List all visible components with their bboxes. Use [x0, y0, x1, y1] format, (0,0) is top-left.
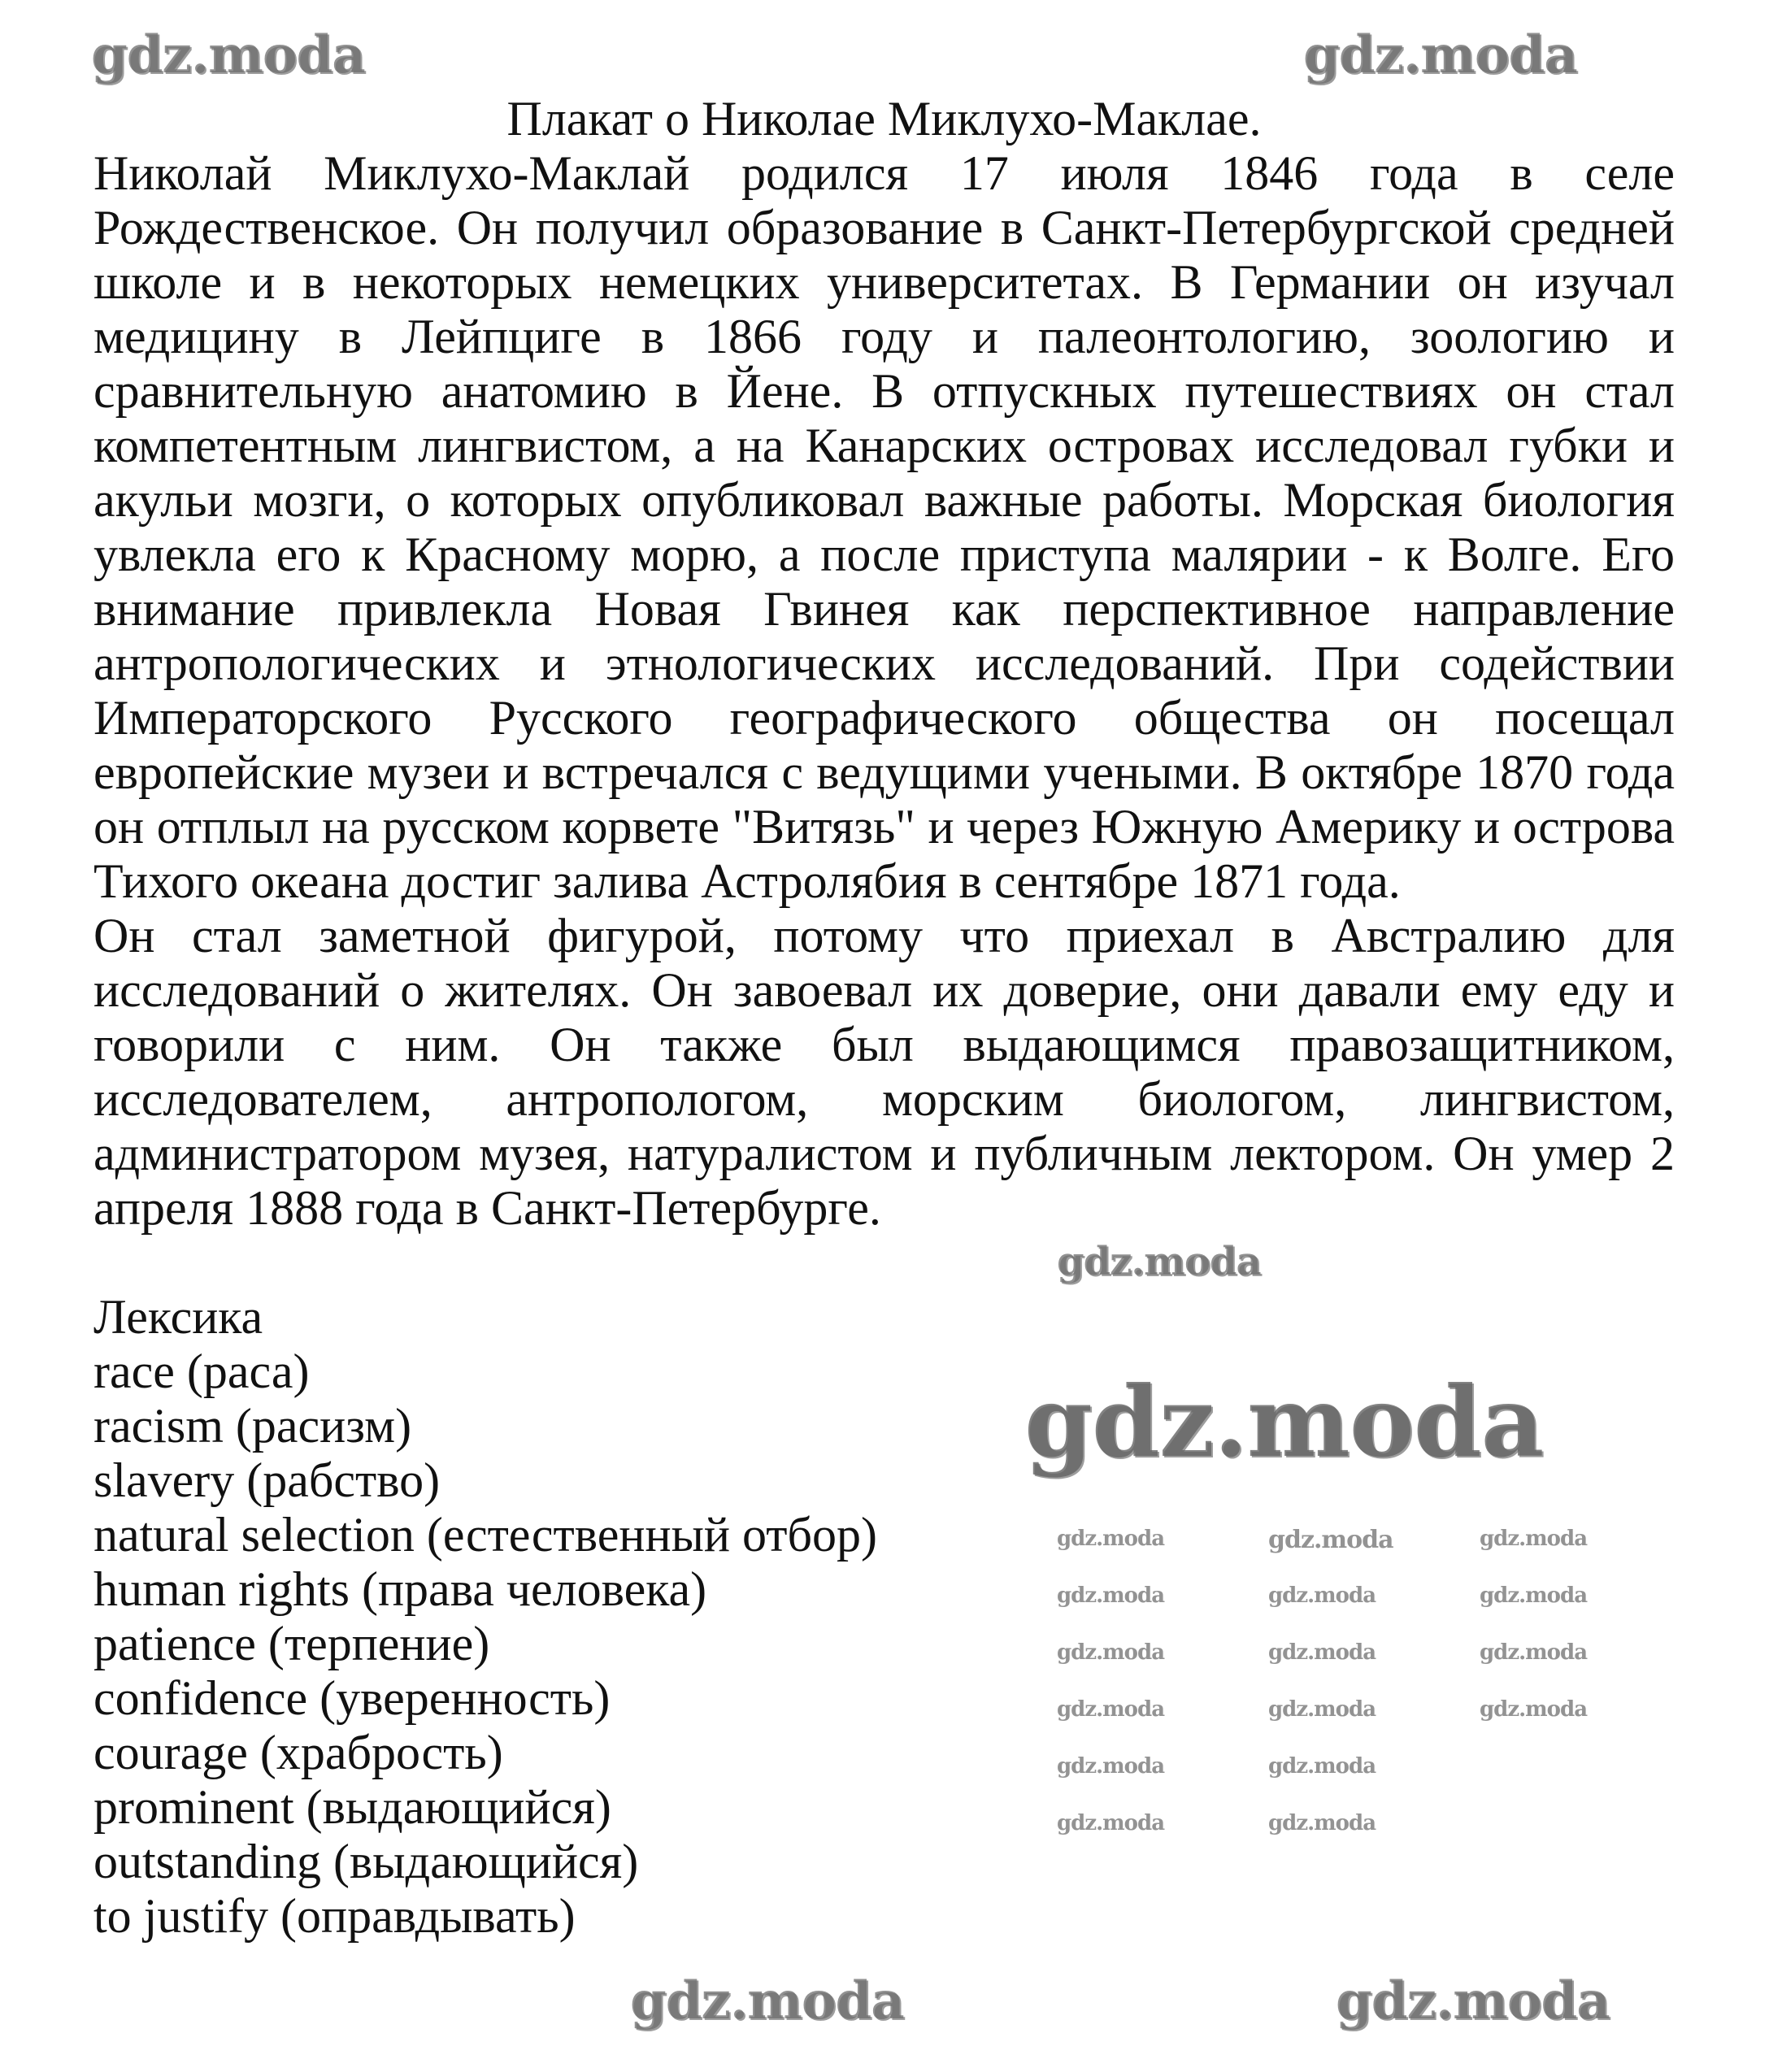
vocabulary-item: racism (расизм)	[93, 1399, 412, 1453]
text-line: антропологических и этнологических исследований. При содействии	[93, 636, 1675, 690]
text-line: школе и в некоторых немецких университетах. В Германии он изучал	[93, 255, 1675, 309]
vocabulary-item: natural selection (естественный отбор)	[93, 1508, 877, 1562]
watermark: gdz.moda	[1480, 1527, 1588, 1551]
watermark: gdz.moda	[1268, 1754, 1376, 1779]
watermark: gdz.moda	[1057, 1640, 1165, 1665]
vocabulary-heading: Лексика	[93, 1290, 263, 1344]
vocabulary-item: prominent (выдающийся)	[93, 1780, 611, 1834]
text-line: внимание привлекла Новая Гвинея как перспективное направление	[93, 582, 1675, 636]
text-line: исследователем, антропологом, морским биологом, лингвистом,	[93, 1072, 1675, 1126]
text-line: апреля 1888 года в Санкт-Петербурге.	[93, 1181, 881, 1235]
watermark: gdz.moda	[1268, 1811, 1376, 1835]
watermark: gdz.moda	[1268, 1640, 1376, 1665]
text-line: Императорского Русского географического общества он посещал	[93, 691, 1675, 745]
watermark: gdz.moda	[1268, 1697, 1376, 1722]
watermark: gdz.moda	[630, 1970, 904, 2031]
text-line: исследований о жителях. Он завоевал их доверие, они давали ему еду и	[93, 963, 1675, 1017]
watermark: gdz.moda	[1024, 1365, 1544, 1479]
text-line: акульи мозги, о которых опубликовал важные работы. Морская биология	[93, 473, 1675, 527]
text-line: Тихого океана достиг залива Астролябия в сентябре 1871 года.	[93, 854, 1401, 908]
vocabulary-item: patience (терпение)	[93, 1617, 490, 1670]
text-line: Николай Миклухо-Маклай родился 17 июля 1846 года в селе	[93, 146, 1675, 200]
spacer	[93, 1236, 1675, 1290]
watermark: gdz.moda	[1057, 1527, 1165, 1551]
watermark: gdz.moda	[1057, 1754, 1165, 1779]
text-line: медицину в Лейпциге в 1866 году и палеонтологию, зоологию и	[93, 310, 1675, 363]
watermark: gdz.moda	[1057, 1583, 1165, 1608]
watermark: gdz.moda	[1480, 1583, 1588, 1608]
watermark: gdz.moda	[1057, 1697, 1165, 1722]
text-line: администратором музея, натуралистом и публичным лектором. Он умер 2	[93, 1127, 1675, 1180]
vocabulary-item: outstanding (выдающийся)	[93, 1835, 639, 1888]
watermark: gdz.moda	[1057, 1811, 1165, 1835]
vocabulary-item: race (раса)	[93, 1344, 310, 1398]
document-title: Плакат о Николае Миклухо-Маклае.	[506, 92, 1262, 146]
text-line: европейские музеи и встречался с ведущими учеными. В октябре 1870 года	[93, 745, 1675, 799]
document-page	[93, 92, 1675, 1944]
watermark: gdz.moda	[1057, 1239, 1261, 1284]
vocabulary-item: to justify (оправдывать)	[93, 1889, 576, 1943]
text-line: сравнительную анатомию в Йене. В отпускных путешествиях он стал	[93, 364, 1675, 418]
paragraph-biography	[93, 146, 1675, 909]
watermark: gdz.moda	[1268, 1526, 1393, 1554]
watermark: gdz.moda	[1336, 1970, 1610, 2031]
paragraph-legacy	[93, 909, 1675, 1236]
text-line: компетентным лингвистом, а на Канарских островах исследовал губки и	[93, 419, 1675, 472]
text-line: Рождественское. Он получил образование в Санкт-Петербургской средней	[93, 201, 1675, 254]
vocabulary-item: human rights (права человека)	[93, 1562, 707, 1616]
vocabulary-item: confidence (уверенность)	[93, 1671, 611, 1725]
watermark: gdz.moda	[1268, 1583, 1376, 1608]
watermark: gdz.moda	[1480, 1640, 1588, 1665]
text-line: он отплыл на русском корвете "Витязь" и через Южную Америку и острова	[93, 800, 1675, 854]
watermark: gdz.moda	[1480, 1697, 1588, 1722]
text-line: увлекла его к Красному морю, а после приступа малярии - к Волге. Его	[93, 528, 1675, 581]
vocabulary-item: courage (храбрость)	[93, 1726, 503, 1779]
vocabulary-item: slavery (рабство)	[93, 1453, 441, 1507]
watermark: gdz.moda	[1303, 24, 1577, 85]
text-line: Он стал заметной фигурой, потому что приехал в Австралию для	[93, 909, 1675, 962]
watermark: gdz.moda	[91, 24, 365, 85]
text-line: говорили с ним. Он также был выдающимся правозащитником,	[93, 1018, 1675, 1071]
